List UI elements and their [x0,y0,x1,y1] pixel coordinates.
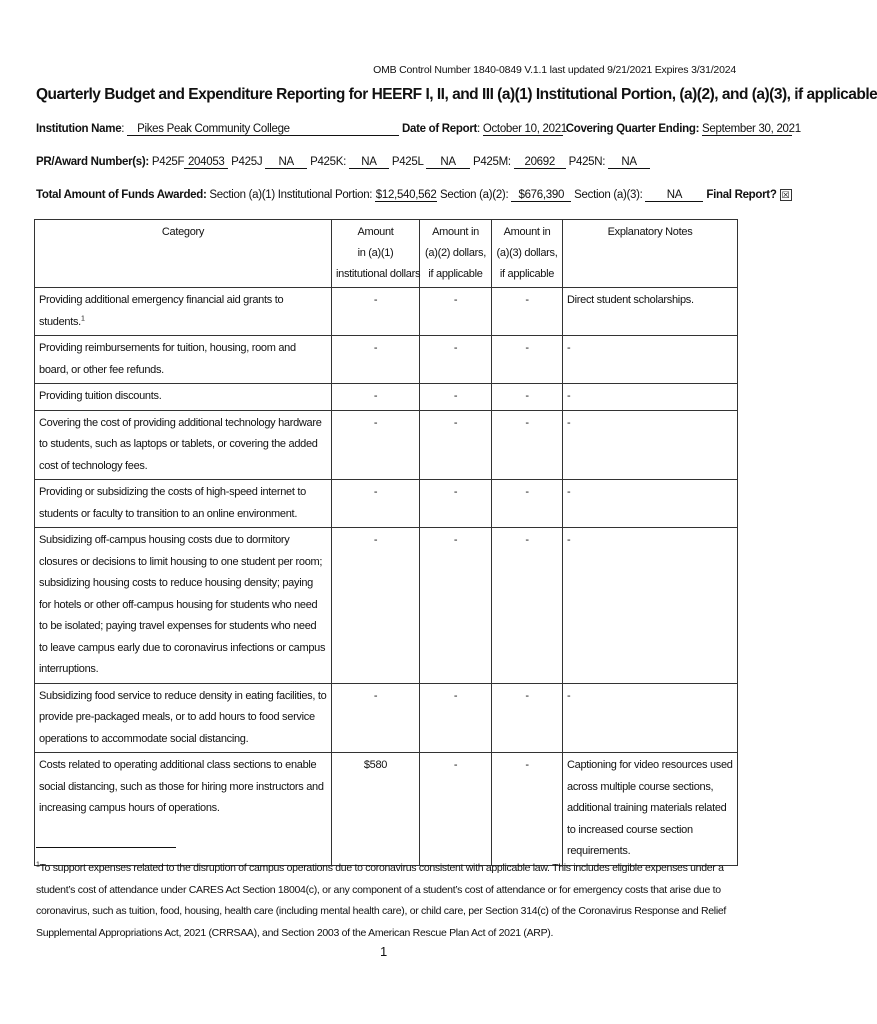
a1-header-line: in (a)(1) [357,247,394,259]
category-cell [35,528,332,684]
notes-cell-text: - [567,342,571,354]
category-cell-text: Subsidizing off-campus housing costs due to dormitory closures or decisions to limit housing to one student per room; subsidizing housing costs to reduce housing density; paying for hotels or other off-campus housing for students who need to be isolated; paying travel expenses for students who need to leave campus early due to coronavirus infections or campus interruptions. [39,534,326,675]
a3-amount-cell [492,480,563,528]
expenditure-table [34,219,738,866]
award-line [36,156,650,169]
a2-amount-cell-text: - [453,759,458,771]
a3-amount-cell-text: - [525,416,529,429]
a1-amount-cell-text: - [373,294,378,306]
institution-name-value: Pikes Peak Community College [137,123,290,135]
a2-header-line: (a)(2) dollars, [425,247,486,259]
a1-amount-cell-text: - [373,390,378,402]
a2-section-label: Section (a)(2): [440,189,509,201]
a1-amount-header [332,220,420,288]
table-row [35,683,738,753]
p425j-field[interactable] [265,156,307,169]
date-of-report-field[interactable] [482,123,567,136]
notes-cell [563,336,738,384]
a1-funds-value: $12,540,562 [375,189,437,201]
final-report-label: Final Report? [706,189,777,201]
category-cell [35,683,332,753]
table-row [35,410,738,480]
p425l-field[interactable] [426,156,470,169]
institution-name-label: Institution Name [36,123,122,135]
covering-quarter-value: September 30, 2021 [702,123,801,135]
a2-amount-cell-text: - [453,294,458,306]
table-row [35,480,738,528]
a1-funds-field[interactable] [375,189,437,202]
a1-amount-cell-text: - [373,486,378,498]
a3-amount-cell [492,288,563,336]
a3-amount-cell-text: - [525,390,529,402]
a1-amount-cell [332,528,420,684]
a3-funds-field[interactable] [645,189,703,202]
a3-amount-cell-text: - [525,294,529,306]
footnote [36,858,736,944]
category-cell-text: Providing or subsidizing the costs of high-speed internet to students or faculty to transition to an online environment. [39,486,306,520]
a2-amount-cell-text: - [453,342,458,354]
funds-label: Total Amount of Funds Awarded: [36,189,207,201]
a1-amount-cell [332,410,420,480]
notes-cell-text: - [567,689,571,702]
category-cell [35,336,332,384]
p425n-label: P425N: [568,156,606,168]
a3-amount-cell [492,683,563,753]
a2-amount-cell-text: - [453,416,458,429]
footnote-text: To support expenses related to the disruption of campus operations due to coronavirus consistent with applicable law. This includes eligible expenses under a student’s cost of attendance under CARES Act Section 18004(c), or any component of a student’s cost of attendance or for emergency costs that arise due to coronavirus, such as tuition, food, housing, health care (including mental health care), or child care, per Section 314(c) of the Coronavirus Response and Relief Supplemental Appropriations Act, 2021 (CRRSAA), and Section 2003 of the American Rescue Plan Act of 2021 (ARP). [36,862,727,939]
a1-amount-cell [332,384,420,411]
a2-amount-cell [420,410,492,480]
notes-cell-text: Direct student scholarships. [567,294,694,306]
a1-amount-cell [332,683,420,753]
award-label: PR/Award Number(s): [36,156,149,168]
a2-amount-header [420,220,492,288]
category-cell [35,384,332,411]
a2-header-line: Amount in [432,226,479,238]
a2-amount-cell-text: - [453,390,458,402]
a1-amount-cell [332,753,420,866]
a2-amount-cell [420,683,492,753]
a2-funds-field[interactable] [511,189,571,202]
page-title: Quarterly Budget and Expenditure Reporting for HEERF I, II, and III (a)(1) Institutional Portion, (a)(2), and (a)(3), if applicable [36,86,877,103]
notes-cell [563,384,738,411]
a1-amount-cell [332,480,420,528]
a1-amount-cell [332,288,420,336]
a3-amount-cell [492,753,563,866]
p425f-field[interactable] [184,156,228,169]
a3-amount-cell-text: - [525,342,529,354]
p425j-value: NA [278,156,294,168]
table-row [35,336,738,384]
p425l-label: P425L [391,156,424,168]
institution-line: Institution Name: Pikes Peak Community College Date of Report: October 10, 2021 Covering Quarter Ending: September 30, 2021 [36,123,801,135]
a2-amount-cell [420,480,492,528]
p425m-value: 20692 [524,156,555,168]
a2-amount-cell [420,753,492,866]
institution-name-field[interactable] [127,123,399,136]
table-row [35,288,738,336]
a1-amount-cell-text: $580 [363,759,388,771]
covering-quarter-label: Covering Quarter Ending: [565,123,700,135]
page-number: 1 [380,944,388,959]
p425m-field[interactable] [514,156,566,169]
footnote-mark: 1 [36,861,40,869]
category-cell-text: Covering the cost of providing additional technology hardware to students, such as laptops or tablets, or covering the added cost of technology fees. [39,416,322,472]
p425j-label: P425J [231,156,263,168]
p425n-value: NA [621,156,637,168]
p425k-label: P425K: [310,156,347,168]
a3-amount-cell [492,384,563,411]
category-cell-text: Subsidizing food service to reduce density in eating facilities, to provide pre-packaged meals, or to add hours to food service operations to accommodate social distancing. [39,689,327,745]
notes-cell [563,410,738,480]
p425l-value: NA [440,156,456,168]
p425k-value: NA [361,156,377,168]
a3-amount-cell-text: - [525,534,529,546]
a3-header-line: (a)(3) dollars, [496,247,558,259]
table-row [35,384,738,411]
a1-header-line: institutional dollars [336,268,421,280]
p425f-label: P425F [151,156,185,168]
a3-header-line: if applicable [499,268,555,280]
a2-header-line: if applicable [428,268,483,280]
notes-cell [563,753,738,866]
category-cell [35,410,332,480]
a2-amount-cell [420,336,492,384]
footnote-ref: 1 [80,314,85,322]
category-cell-text: Providing reimbursements for tuition, housing, room and board, or other fee refunds. [39,342,296,376]
category-cell [35,753,332,866]
a3-section-label: Section (a)(3): [574,189,643,201]
a3-amount-cell [492,336,563,384]
category-cell [35,480,332,528]
a1-amount-cell-text: - [373,689,378,702]
date-of-report-label: Date of Report [402,123,478,135]
a1-section-label: Section (a)(1) Institutional Portion: [209,189,373,201]
a3-amount-cell-text: - [525,486,529,498]
a1-amount-cell-text: - [373,342,378,354]
notes-cell-text: Captioning for video resources used across multiple course sections, additional training materials related to increased course section requirements. [567,759,733,857]
a1-amount-cell-text: - [373,534,378,546]
a3-amount-cell-text: - [525,689,529,702]
p425k-field[interactable] [349,156,389,169]
a3-amount-cell-text: - [525,759,529,771]
a2-funds-value: $676,390 [518,189,565,201]
a1-header-line: Amount [357,226,394,238]
notes-cell-text: - [567,390,571,402]
a2-amount-cell-text: - [453,486,458,498]
table-row [35,753,738,866]
a3-amount-cell [492,410,563,480]
category-cell [35,288,332,336]
category-header: Category [35,220,332,288]
a2-amount-cell-text: - [453,534,458,546]
a1-amount-cell-text: - [373,416,378,429]
notes-cell [563,480,738,528]
a3-header-line: Amount in [503,226,551,238]
final-report-checkbox[interactable]: ☒ [780,189,792,201]
a2-amount-cell [420,288,492,336]
a1-amount-cell [332,336,420,384]
a2-amount-cell [420,528,492,684]
notes-cell [563,288,738,336]
footnote-rule [36,847,176,848]
table-header-row [35,220,738,288]
covering-quarter-field[interactable] [702,123,801,136]
notes-cell-text: - [567,534,571,546]
p425m-label: P425M: [472,156,511,168]
a3-amount-header [492,220,563,288]
category-cell-text: Costs related to operating additional class sections to enable social distancing, such as those for hiring more instructors and increasing campus hours of operations. [39,759,324,814]
funds-line [36,189,792,202]
notes-cell [563,528,738,684]
notes-cell-text: - [567,416,571,429]
p425n-field[interactable] [608,156,650,169]
a3-amount-cell [492,528,563,684]
notes-cell [563,683,738,753]
category-cell-text: Providing tuition discounts. [39,390,162,402]
notes-cell-text: - [567,486,571,498]
a2-amount-cell [420,384,492,411]
date-of-report-value: October 10, 2021 [482,123,567,135]
category-cell-text: Providing additional emergency financial aid grants to students. [39,294,284,328]
omb-control-number: OMB Control Number 1840-0849 V.1.1 last updated 9/21/2021 Expires 3/31/2024 [373,64,736,76]
p425f-value: 204053 [187,156,225,168]
notes-header: Explanatory Notes [563,220,738,288]
a2-amount-cell-text: - [453,689,458,702]
a3-funds-value: NA [666,189,683,201]
table-row [35,528,738,684]
